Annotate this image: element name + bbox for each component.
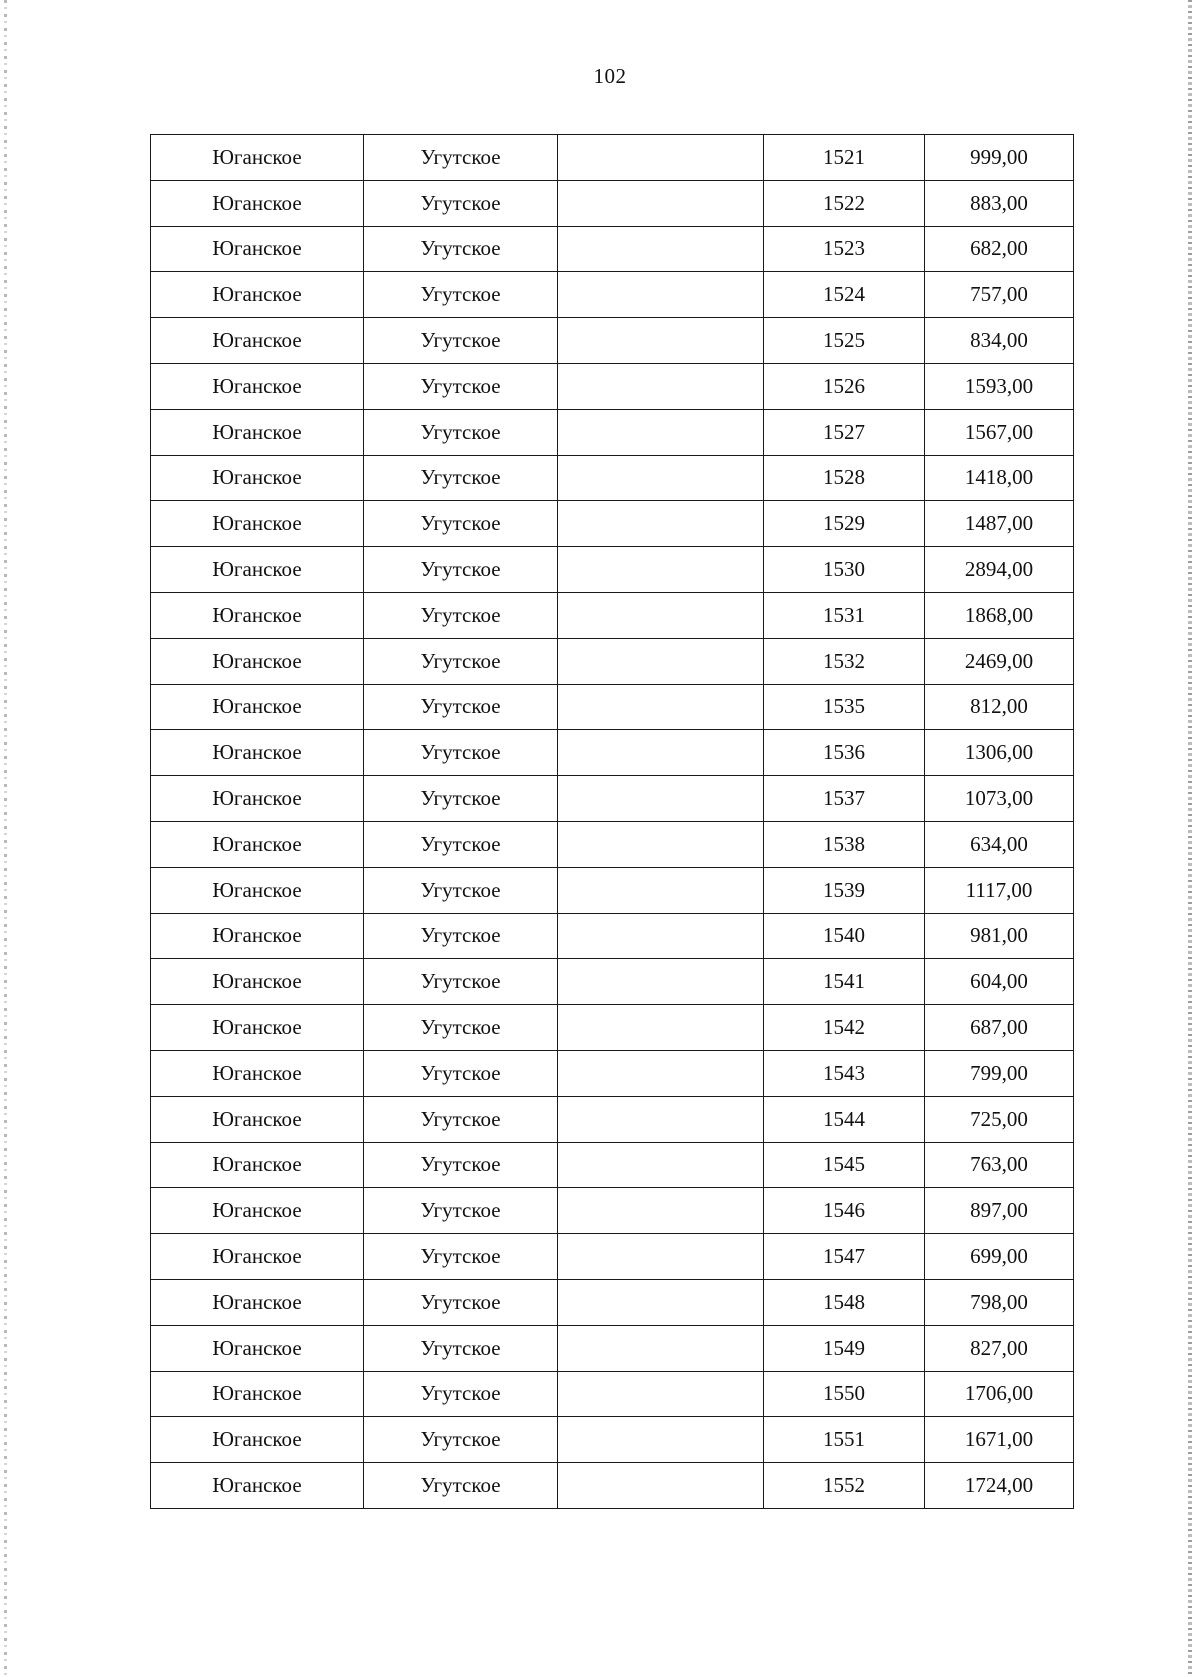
cell-empty [558,1188,764,1234]
table-row [151,135,1074,181]
cell-value: 1487,00 [925,501,1074,547]
cell-value: 981,00 [925,913,1074,959]
table-row [151,776,1074,822]
cell-empty [558,776,764,822]
cell-settlement: Угутское [364,776,558,822]
cell-municipality: Юганское [151,547,364,593]
cell-plot-number: 1545 [764,1142,925,1188]
table-row [151,272,1074,318]
cell-value: 999,00 [925,135,1074,181]
cell-municipality: Юганское [151,684,364,730]
cell-value: 1418,00 [925,455,1074,501]
cell-settlement: Угутское [364,1096,558,1142]
cell-municipality: Юганское [151,867,364,913]
cell-settlement: Угутское [364,501,558,547]
cell-empty [558,363,764,409]
cell-plot-number: 1535 [764,684,925,730]
table-row [151,1096,1074,1142]
table-row [151,1142,1074,1188]
cell-value: 1671,00 [925,1417,1074,1463]
cell-settlement: Угутское [364,1463,558,1509]
cell-municipality: Юганское [151,1142,364,1188]
cell-municipality: Юганское [151,455,364,501]
table-row [151,821,1074,867]
cell-plot-number: 1526 [764,363,925,409]
cell-municipality: Юганское [151,135,364,181]
cell-empty [558,1371,764,1417]
table-row [151,226,1074,272]
cell-empty [558,547,764,593]
cell-plot-number: 1552 [764,1463,925,1509]
cell-settlement: Угутское [364,1234,558,1280]
cell-empty [558,1005,764,1051]
cell-municipality: Юганское [151,1371,364,1417]
cell-value: 1706,00 [925,1371,1074,1417]
cell-municipality: Юганское [151,1463,364,1509]
cell-settlement: Угутское [364,363,558,409]
cell-plot-number: 1528 [764,455,925,501]
cell-plot-number: 1522 [764,180,925,226]
cell-empty [558,684,764,730]
cell-value: 682,00 [925,226,1074,272]
cell-value: 757,00 [925,272,1074,318]
cell-municipality: Юганское [151,1188,364,1234]
cell-settlement: Угутское [364,226,558,272]
cell-value: 798,00 [925,1279,1074,1325]
table-row [151,180,1074,226]
cell-settlement: Угутское [364,1050,558,1096]
table-row [151,1371,1074,1417]
cell-municipality: Юганское [151,363,364,409]
cell-empty [558,272,764,318]
cell-empty [558,1050,764,1096]
cell-value: 604,00 [925,959,1074,1005]
cell-settlement: Угутское [364,821,558,867]
cell-settlement: Угутское [364,638,558,684]
cell-municipality: Юганское [151,730,364,776]
table-row [151,547,1074,593]
table-row [151,1463,1074,1509]
scan-edge-left [4,0,7,1677]
cell-value: 897,00 [925,1188,1074,1234]
cell-empty [558,501,764,547]
cell-municipality: Юганское [151,913,364,959]
cell-plot-number: 1544 [764,1096,925,1142]
page-number: 102 [593,64,627,88]
cell-value: 812,00 [925,684,1074,730]
table-row [151,1050,1074,1096]
cell-settlement: Угутское [364,547,558,593]
cell-value: 2469,00 [925,638,1074,684]
cell-municipality: Юганское [151,1417,364,1463]
cell-empty [558,730,764,776]
cell-settlement: Угутское [364,318,558,364]
cell-empty [558,592,764,638]
cell-settlement: Угутское [364,592,558,638]
table-row [151,959,1074,1005]
cell-empty [558,1096,764,1142]
cell-settlement: Угутское [364,684,558,730]
cell-settlement: Угутское [364,1417,558,1463]
table-row [151,1005,1074,1051]
cell-empty [558,135,764,181]
cell-municipality: Юганское [151,959,364,1005]
cell-settlement: Угутское [364,1005,558,1051]
cell-settlement: Угутское [364,913,558,959]
table-row [151,1325,1074,1371]
cell-plot-number: 1523 [764,226,925,272]
cell-municipality: Юганское [151,592,364,638]
cell-value: 1306,00 [925,730,1074,776]
cell-plot-number: 1547 [764,1234,925,1280]
cell-empty [558,913,764,959]
cell-plot-number: 1531 [764,592,925,638]
table-row [151,1417,1074,1463]
cell-settlement: Угутское [364,867,558,913]
table-row [151,455,1074,501]
cell-value: 1073,00 [925,776,1074,822]
cell-value: 634,00 [925,821,1074,867]
cell-value: 725,00 [925,1096,1074,1142]
cell-empty [558,318,764,364]
cell-settlement: Угутское [364,135,558,181]
cell-plot-number: 1536 [764,730,925,776]
cell-value: 1868,00 [925,592,1074,638]
scan-edge-right [1188,0,1192,1677]
table-row [151,867,1074,913]
cell-empty [558,867,764,913]
cell-value: 827,00 [925,1325,1074,1371]
cell-value: 1593,00 [925,363,1074,409]
cell-empty [558,1463,764,1509]
cell-value: 1567,00 [925,409,1074,455]
cell-settlement: Угутское [364,1142,558,1188]
table-row [151,730,1074,776]
cell-plot-number: 1546 [764,1188,925,1234]
cell-municipality: Юганское [151,1050,364,1096]
cell-municipality: Юганское [151,272,364,318]
cell-municipality: Юганское [151,409,364,455]
cell-municipality: Юганское [151,1234,364,1280]
cell-plot-number: 1532 [764,638,925,684]
cell-municipality: Юганское [151,1096,364,1142]
cell-empty [558,1325,764,1371]
cell-settlement: Угутское [364,409,558,455]
cell-plot-number: 1529 [764,501,925,547]
cell-value: 699,00 [925,1234,1074,1280]
cell-municipality: Юганское [151,1005,364,1051]
cell-plot-number: 1524 [764,272,925,318]
table-row [151,684,1074,730]
cell-plot-number: 1548 [764,1279,925,1325]
cell-empty [558,821,764,867]
cell-municipality: Юганское [151,821,364,867]
cell-value: 763,00 [925,1142,1074,1188]
cell-municipality: Юганское [151,638,364,684]
cell-value: 834,00 [925,318,1074,364]
table-body [151,135,1074,1509]
cell-plot-number: 1543 [764,1050,925,1096]
cell-plot-number: 1525 [764,318,925,364]
cell-empty [558,638,764,684]
cell-value: 1117,00 [925,867,1074,913]
cell-plot-number: 1538 [764,821,925,867]
cell-empty [558,409,764,455]
cell-value: 2894,00 [925,547,1074,593]
cell-empty [558,1417,764,1463]
table-row [151,913,1074,959]
cell-settlement: Угутское [364,1188,558,1234]
cell-settlement: Угутское [364,730,558,776]
cell-settlement: Угутское [364,1325,558,1371]
cell-plot-number: 1539 [764,867,925,913]
table-row [151,592,1074,638]
data-table [150,134,1074,1509]
table-row [151,638,1074,684]
cell-municipality: Юганское [151,1279,364,1325]
cell-plot-number: 1537 [764,776,925,822]
cell-plot-number: 1550 [764,1371,925,1417]
table-row [151,409,1074,455]
cell-plot-number: 1542 [764,1005,925,1051]
cell-municipality: Юганское [151,318,364,364]
cell-plot-number: 1540 [764,913,925,959]
table-row [151,318,1074,364]
cell-plot-number: 1521 [764,135,925,181]
cell-municipality: Юганское [151,226,364,272]
cell-plot-number: 1549 [764,1325,925,1371]
cell-settlement: Угутское [364,1371,558,1417]
cell-empty [558,180,764,226]
cell-municipality: Юганское [151,1325,364,1371]
cell-value: 883,00 [925,180,1074,226]
table-row [151,363,1074,409]
cell-empty [558,1142,764,1188]
table-row [151,1234,1074,1280]
cell-empty [558,226,764,272]
cell-municipality: Юганское [151,776,364,822]
cell-settlement: Угутское [364,1279,558,1325]
cell-settlement: Угутское [364,272,558,318]
cell-settlement: Угутское [364,180,558,226]
cell-municipality: Юганское [151,501,364,547]
cell-plot-number: 1530 [764,547,925,593]
cell-empty [558,1279,764,1325]
cell-settlement: Угутское [364,455,558,501]
table-row [151,1279,1074,1325]
table-row [151,501,1074,547]
cell-value: 1724,00 [925,1463,1074,1509]
cell-empty [558,959,764,1005]
table-row [151,1188,1074,1234]
cell-value: 687,00 [925,1005,1074,1051]
cell-settlement: Угутское [364,959,558,1005]
cell-empty [558,455,764,501]
cell-plot-number: 1541 [764,959,925,1005]
cell-plot-number: 1551 [764,1417,925,1463]
cell-value: 799,00 [925,1050,1074,1096]
cell-plot-number: 1527 [764,409,925,455]
cell-municipality: Юганское [151,180,364,226]
cell-empty [558,1234,764,1280]
